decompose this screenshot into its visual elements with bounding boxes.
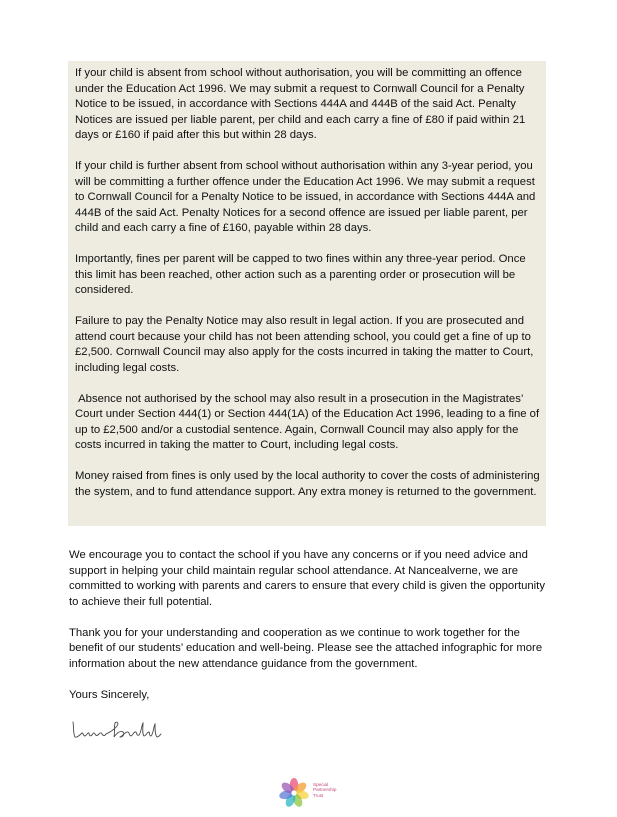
notice-paragraph-prosecution: Absence not authorised by the school may also result in a prosecution in the Magistrates’ Court under Section 444(1) or Section 444(1A) of the Education Act 1996, leading to a fine of up to £2,500 and/or a custodial sentence. Again, Cornwall Council may also apply for the costs incurred in taking the matter to Court, including legal costs. [75, 392, 543, 451]
letter-paragraph-thanks: Thank you for your understanding and cooperation as we continue to work together for the benefit of our students’ education and well-being. Please see the attached infographic for more information about the new attendance guidance from the government. [69, 626, 543, 670]
notice-paragraph-further-absence: If your child is further absent from school without authorisation within any 3-year period, you will be committing a further offence under the Education Act 1996. We may submit a request to Cornwall Council for a Penalty Notice to be issued, in accordance with Sections 444A and 444B of the said Act. Penalty Notices for a second offence are issued per liable parent, per child and each carry a fine of £160, payable within 28 days. [75, 160, 539, 234]
notice-paragraph-money-use: Money raised from fines is only used by the local authority to cover the costs of administering the system, and to fund attendance support. Any extra money is returned to the government. [75, 470, 543, 498]
logo-text-line-2: Partnership [313, 787, 337, 793]
notice-paragraph-unauthorised-absence: If your child is absent from school without authorisation, you will be committing an offence under the Education Act 1996. We may submit a request to Cornwall Council for a Penalty Notice to be issued, in accordance with Sections 444A and 444B of the said Act. Penalty Notices are issued per liable parent, per child and each carry a fine of £80 if paid within 21 days or £160 if paid after this but within 28 days. [75, 67, 529, 141]
signature-image [70, 716, 162, 742]
penalty-notice-box [68, 61, 546, 526]
handwritten-signature [70, 716, 162, 742]
logo-center [291, 790, 296, 795]
logo-wordmark [313, 782, 347, 798]
notice-paragraph-fine-cap: Importantly, fines per parent will be capped to two fines within any three-year period. Once this limit has been reached, other action such as a parenting order or prosecution will be considered. [75, 253, 529, 296]
logo-text-line-1: Special [313, 782, 329, 787]
letter-sign-off: Yours Sincerely, [69, 688, 150, 701]
special-partnership-trust-logo [277, 776, 347, 810]
notice-paragraph-failure-to-pay: Failure to pay the Penalty Notice may also result in legal action. If you are prosecuted and attend court because your child has not been attending school, you could get a fine of up to £2,500. Cornwall Council may also apply for the costs incurred in taking the matter to Court, including legal costs. [75, 315, 537, 374]
flower-logo-icon [277, 776, 311, 810]
letter-body [69, 548, 554, 719]
letter-paragraph-encouragement: We encourage you to contact the school if you have any concerns or if you need advice and support in helping your child maintain regular school attendance. At Nancealverne, we are committed to working with parents and carers to ensure that every child is given the opportunity to achieve their full potential. [69, 549, 545, 608]
logo-text-line-3: Trust [313, 792, 324, 798]
